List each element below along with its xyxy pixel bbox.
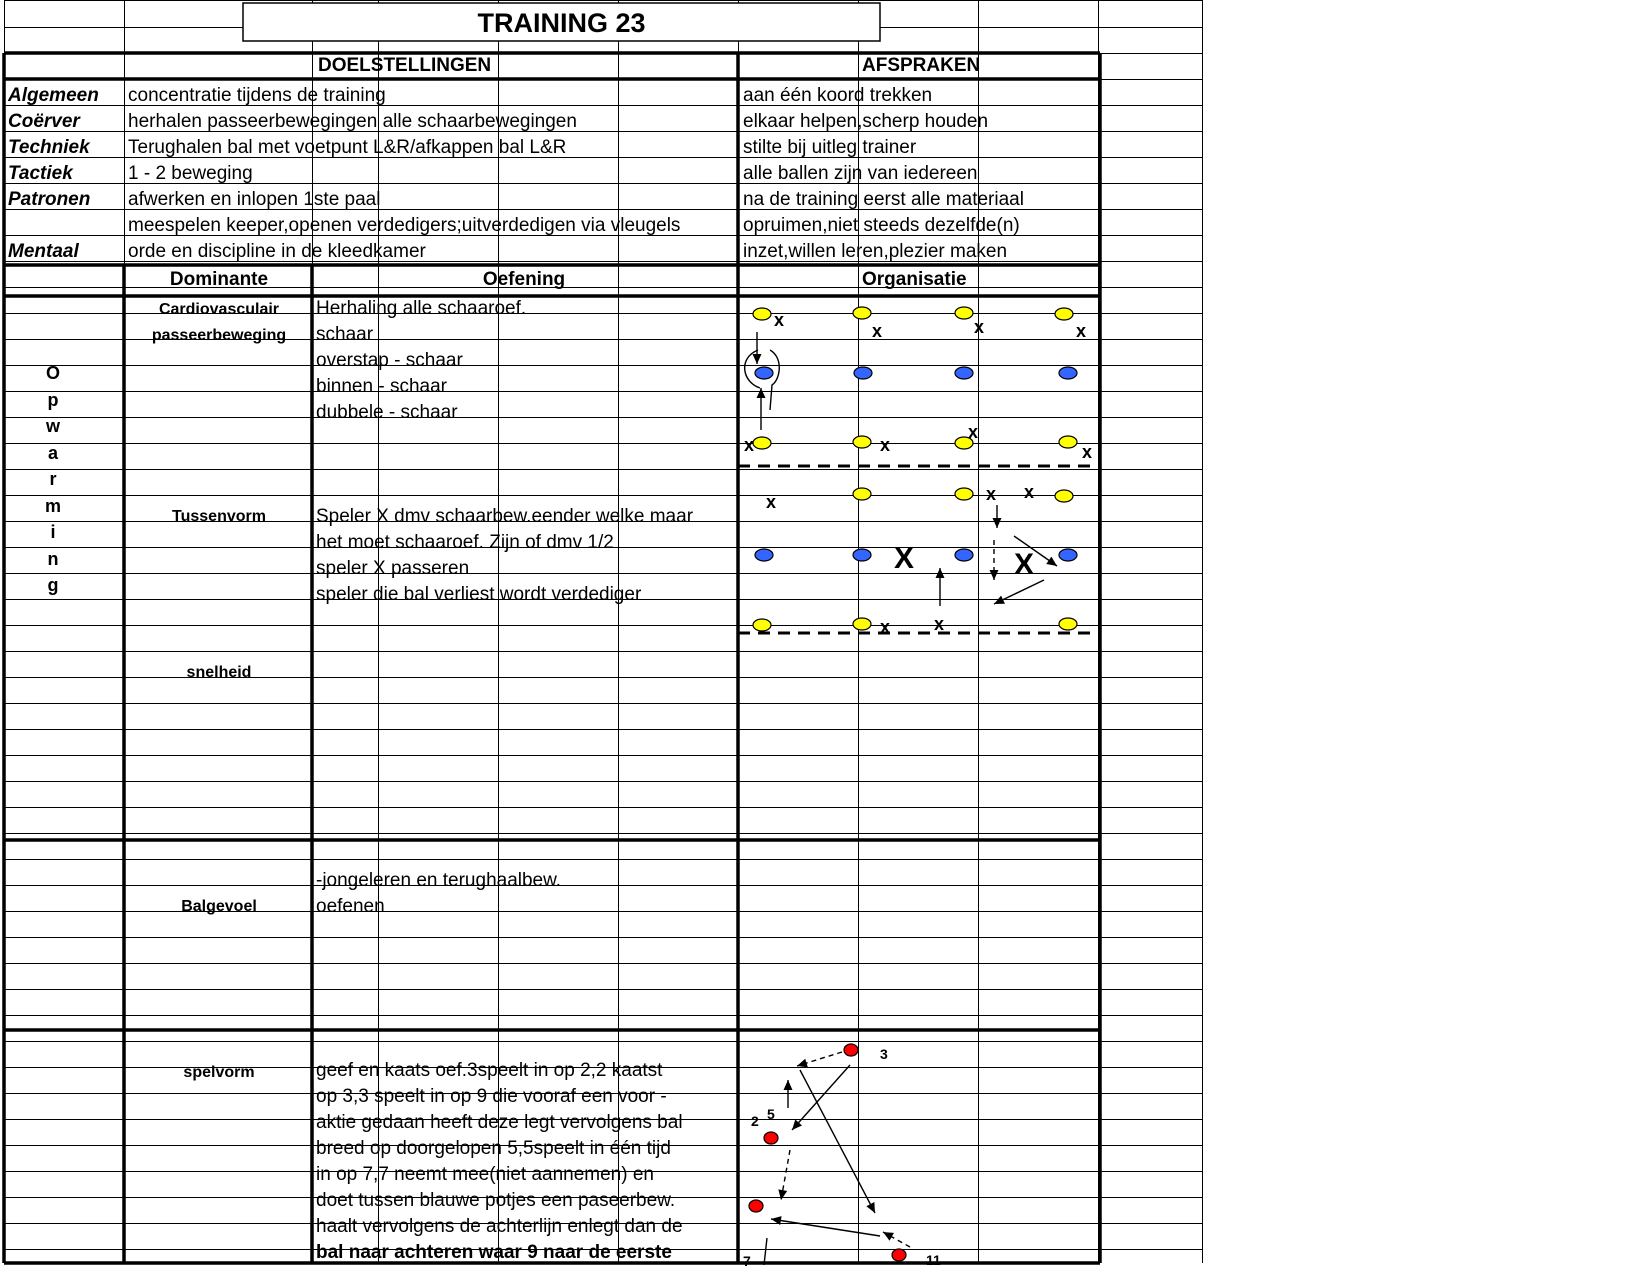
dominante-balgevoel: Balgevoel bbox=[181, 898, 257, 915]
arrow-line bbox=[792, 1065, 850, 1130]
player-x-mark: x bbox=[968, 422, 979, 442]
goal-label: Techniek bbox=[8, 137, 90, 158]
exercise-line: breed op doorgelopen 5,5speelt in één tijd bbox=[316, 1138, 671, 1159]
exercise-line: bal naar achteren waar 9 naar de eerste bbox=[316, 1242, 672, 1263]
exercise-line: Speler X dmv schaarbew.eender welke maar bbox=[316, 506, 694, 527]
exercise-line: dubbele - schaar bbox=[316, 402, 458, 423]
cone-marker bbox=[955, 307, 973, 319]
goal-text: orde en discipline in de kleedkamer bbox=[128, 241, 426, 262]
agreement-text: alle ballen zijn van iedereen bbox=[743, 163, 978, 184]
player-x-mark: x bbox=[774, 310, 785, 330]
goal-text: Terughalen bal met voetpunt L&R/afkappen bal L&R bbox=[128, 137, 567, 158]
player-x-mark: x bbox=[1082, 442, 1093, 462]
player-x-mark: x bbox=[986, 484, 997, 504]
cone-marker bbox=[753, 437, 771, 449]
exercise-line: in op 7,7 neemt mee(niet aannemen) en bbox=[316, 1164, 654, 1185]
cone-marker bbox=[1059, 549, 1077, 561]
warmup-letter: n bbox=[47, 548, 59, 569]
arrow-head bbox=[784, 1080, 793, 1090]
cone-marker bbox=[1055, 308, 1073, 320]
cone-marker bbox=[955, 367, 973, 379]
warmup-letter: w bbox=[45, 416, 60, 436]
agreement-text: aan één koord trekken bbox=[743, 85, 933, 106]
arrow-head bbox=[753, 354, 762, 364]
player-x-mark-large: X bbox=[894, 542, 915, 575]
cone-marker bbox=[1059, 367, 1077, 379]
goal-text: afwerken en inlopen 1ste paal bbox=[128, 189, 381, 210]
exercise-line: aktie gedaan heeft deze legt vervolgens bal bbox=[316, 1112, 683, 1133]
dominante-spelvorm: spelvorm bbox=[183, 1064, 255, 1081]
player-x-mark: x bbox=[766, 492, 777, 512]
warmup-letter: r bbox=[49, 469, 57, 489]
player-x-mark: x bbox=[880, 435, 891, 455]
cone-marker bbox=[755, 549, 773, 561]
player-x-mark: x bbox=[744, 435, 755, 455]
goal-label: Coërver bbox=[8, 111, 80, 132]
player-number: 11 bbox=[926, 1252, 941, 1268]
player-marker bbox=[892, 1249, 906, 1261]
warmup-letter: i bbox=[50, 522, 56, 542]
warmup-letter: a bbox=[47, 442, 58, 463]
warmup-letter: O bbox=[45, 363, 60, 383]
goal-text: concentratie tijdens de training bbox=[128, 85, 386, 106]
player-number: 3 bbox=[880, 1046, 888, 1062]
arrow-head bbox=[993, 518, 1002, 528]
cone-marker bbox=[853, 549, 871, 561]
exercise-line: overstap - schaar bbox=[316, 350, 463, 371]
organisatie-header: Organisatie bbox=[862, 269, 967, 290]
arrow-head bbox=[990, 570, 999, 580]
exercise-line: op 3,3 speelt in op 9 die vooraf een voor - bbox=[316, 1086, 667, 1107]
cone-marker bbox=[1059, 618, 1077, 630]
player-x-mark: x bbox=[872, 321, 883, 341]
player-x-mark: x bbox=[880, 617, 891, 637]
player-x-mark: x bbox=[1024, 482, 1035, 502]
dominante-passeer: passeerbeweging bbox=[151, 327, 287, 344]
arrow-head bbox=[757, 388, 766, 398]
cone-marker bbox=[755, 367, 773, 379]
exercise-line: speler X passeren bbox=[316, 558, 470, 579]
cone-marker bbox=[955, 549, 973, 561]
player-x-mark: x bbox=[974, 317, 985, 337]
dominante-tussenvorm: Tussenvorm bbox=[172, 508, 266, 525]
warmup-letter: m bbox=[44, 495, 61, 516]
goal-label: Tactiek bbox=[8, 163, 73, 184]
player-number: 5 bbox=[767, 1106, 775, 1122]
warmup-letter: g bbox=[47, 575, 59, 595]
player-marker bbox=[764, 1132, 778, 1144]
exercise-line: speler die bal verliest wordt verdediger bbox=[316, 584, 642, 605]
agreement-text: opruimen,niet steeds dezelfde(n) bbox=[743, 215, 1020, 236]
goal-text: 1 - 2 beweging bbox=[128, 163, 253, 184]
agreement-text: stilte bij uitleg trainer bbox=[743, 137, 917, 158]
cone-marker bbox=[1059, 436, 1077, 448]
agreement-text: elkaar helpen,scherp houden bbox=[743, 111, 989, 132]
arrow-line bbox=[800, 1070, 875, 1213]
exercise-line: binnen - schaar bbox=[316, 376, 447, 397]
arrow-head bbox=[797, 1059, 808, 1068]
cone-marker bbox=[955, 488, 973, 500]
exercise-line: Herhaling alle schaaroef. bbox=[316, 298, 527, 319]
arrow-head bbox=[771, 1216, 782, 1225]
doelstellingen-header: DOELSTELLINGEN bbox=[318, 55, 492, 76]
cone-marker bbox=[853, 488, 871, 500]
exercise-line: het moet schaaroef. Zijn of dmv 1/2 bbox=[316, 532, 614, 553]
goal-label: Patronen bbox=[8, 189, 91, 210]
goal-text: meespelen keeper,openen verdedigers;uitverdedigen via vleugels bbox=[128, 215, 681, 236]
player-marker bbox=[749, 1200, 763, 1212]
exercise-line: geef en kaats oef.3speelt in op 2,2 kaatst bbox=[316, 1060, 663, 1081]
arrow-head bbox=[778, 1189, 787, 1200]
arrow-head bbox=[936, 568, 945, 578]
goal-label: Mentaal bbox=[8, 241, 79, 262]
dominante-header: Dominante bbox=[169, 269, 269, 290]
oefening-header: Oefening bbox=[482, 269, 566, 290]
agreement-text: inzet,willen leren,plezier maken bbox=[743, 241, 1008, 262]
player-x-mark: x bbox=[934, 614, 945, 634]
afspraken-header: AFSPRAKEN bbox=[862, 55, 981, 76]
cone-marker bbox=[1055, 490, 1073, 502]
exercise-line: doet tussen blauwe potjes een paseerbew. bbox=[316, 1190, 676, 1211]
player-number: 2 bbox=[751, 1113, 759, 1129]
player-x-mark-large: X bbox=[1014, 548, 1035, 581]
page-title: TRAINING 23 bbox=[477, 8, 646, 38]
cone-marker bbox=[753, 619, 771, 631]
player-x-mark: x bbox=[1076, 321, 1087, 341]
dominante-cardio: Cardiovasculair bbox=[158, 301, 280, 318]
player-marker bbox=[844, 1044, 858, 1056]
player-number: 7 bbox=[743, 1253, 751, 1269]
agreement-text: na de training eerst alle materiaal bbox=[743, 189, 1024, 210]
cone-marker bbox=[853, 618, 871, 630]
exercise-line: haalt vervolgens de achterlijn enlegt dan de bbox=[316, 1216, 683, 1237]
exercise-line: -jongeleren en terughaalbew. bbox=[316, 870, 562, 891]
warmup-letter: p bbox=[47, 389, 59, 410]
arrow-line bbox=[764, 1238, 767, 1265]
exercise-line: oefenen bbox=[316, 896, 385, 917]
cone-marker bbox=[853, 436, 871, 448]
dominante-snelheid: snelheid bbox=[186, 664, 252, 681]
goal-text: herhalen passeerbewegingen alle schaarbewegingen bbox=[128, 111, 577, 132]
cone-marker bbox=[854, 367, 872, 379]
cone-marker bbox=[753, 308, 771, 320]
arrow-line bbox=[771, 1219, 880, 1236]
exercise-line: schaar bbox=[316, 324, 374, 345]
goal-label: Algemeen bbox=[8, 85, 99, 106]
warmup-vertical-label bbox=[38, 360, 68, 599]
cone-marker bbox=[853, 307, 871, 319]
arrow-head bbox=[1046, 557, 1057, 566]
curve-path bbox=[770, 350, 779, 410]
